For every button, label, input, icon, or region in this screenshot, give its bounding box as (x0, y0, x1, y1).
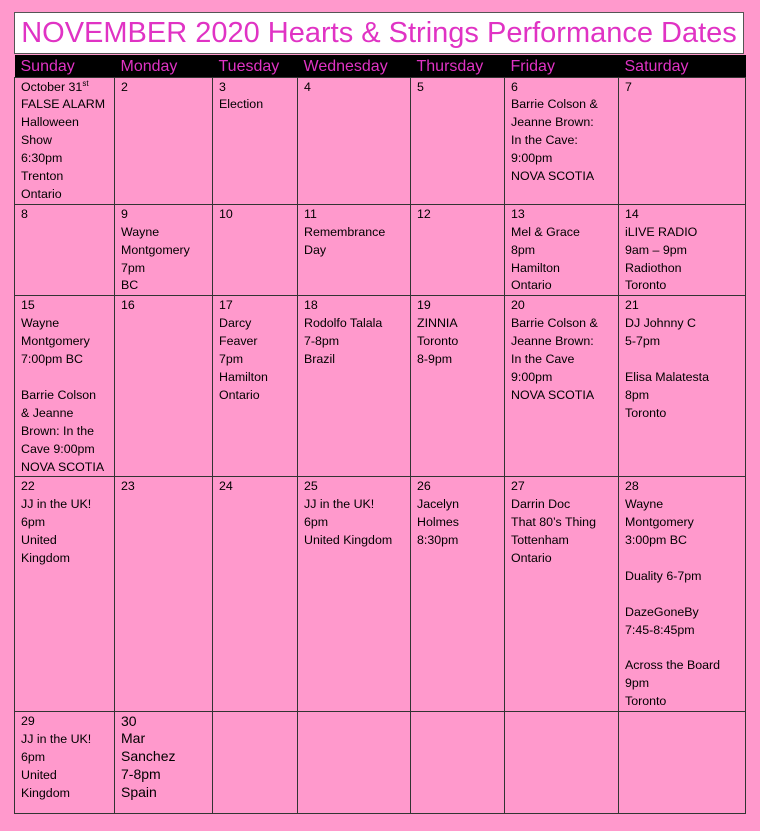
event-line: Hamilton (219, 370, 268, 384)
day-cell (619, 477, 746, 712)
event-line: Radiothon (625, 260, 682, 275)
week-row (15, 204, 746, 296)
event-line: BC (121, 278, 139, 293)
day-number: 6 (511, 79, 518, 94)
event-line: Darrin Doc (511, 497, 571, 512)
event-line: United Kingdom (304, 533, 393, 548)
day-number: 18 (304, 298, 318, 313)
page-title: NOVEMBER 2020 Hearts & Strings Performance Dates (14, 12, 744, 54)
event-line: Cave 9:00pm (21, 441, 95, 456)
day-cell (619, 204, 746, 296)
weekday-thursday: Thursday (411, 55, 505, 77)
day-number: 27 (511, 479, 525, 494)
event-line: Election (219, 97, 264, 112)
event-line: & Jeanne (21, 405, 74, 420)
day-cell (115, 204, 213, 296)
day-cell (505, 477, 619, 712)
week-row (15, 77, 746, 204)
day-cell (115, 77, 213, 204)
day-number: 2 (121, 79, 128, 94)
week-row (15, 712, 746, 814)
day-number: 5 (417, 79, 424, 94)
event-line: Wayne (121, 224, 160, 239)
calendar-grid (14, 55, 746, 814)
event-line: 8pm (511, 242, 536, 257)
event-line: NOVA SCOTIA (21, 459, 105, 474)
event-line (625, 586, 745, 604)
event-line: In the Cave: (511, 133, 578, 148)
event-line: ZINNIA (417, 316, 458, 331)
event-line: Barrie Colson (21, 387, 97, 402)
event-line: Remembrance (304, 224, 386, 239)
day-number: 15 (21, 298, 35, 313)
day-cell (505, 712, 619, 814)
event-line: Across the Board (625, 658, 721, 673)
event-line: 8pm (625, 387, 650, 402)
week-row (15, 477, 746, 712)
day-cell (505, 204, 619, 296)
event-line: 7pm (121, 260, 146, 275)
weekday-monday: Monday (115, 55, 213, 77)
day-cell (298, 204, 411, 296)
day-cell (213, 296, 298, 477)
day-cell (411, 296, 505, 477)
day-cell (115, 296, 213, 477)
event-line: Trenton (21, 169, 64, 184)
day-number: 10 (219, 206, 233, 221)
event-line: 9pm (625, 676, 650, 691)
event-line: Barrie Colson & (511, 97, 598, 112)
event-line: 6pm (21, 749, 46, 764)
event-line: 7-8pm (121, 765, 161, 782)
event-line: Tottenham (511, 533, 569, 548)
day-cell (15, 296, 115, 477)
event-line: United (21, 533, 57, 548)
event-line: Rodolfo Talala (304, 316, 383, 331)
event-line: 7pm (219, 352, 244, 367)
day-number: 23 (121, 479, 135, 494)
day-cell (298, 77, 411, 204)
day-number: 30 (121, 713, 137, 730)
day-cell (505, 296, 619, 477)
event-line: 6pm (21, 515, 46, 530)
day-cell (213, 477, 298, 712)
event-line: Show (21, 133, 52, 148)
day-cell (213, 712, 298, 814)
event-line: NOVA SCOTIA (511, 387, 595, 402)
day-cell (15, 77, 115, 204)
event-line: 7:45-8:45pm (625, 622, 695, 637)
day-number: 24 (219, 479, 233, 494)
day-cell (115, 477, 213, 712)
event-line: Wayne (21, 316, 60, 331)
event-line: Mar (121, 730, 146, 747)
event-line: NOVA SCOTIA (511, 169, 595, 184)
day-number: 8 (21, 206, 28, 221)
day-cell (213, 77, 298, 204)
day-cell (298, 477, 411, 712)
event-line (625, 351, 745, 369)
event-line: 7-8pm (304, 334, 340, 349)
event-line: iLIVE RADIO (625, 224, 698, 239)
weekday-wednesday: Wednesday (298, 55, 411, 77)
day-cell (619, 77, 746, 204)
event-line: Kingdom (21, 785, 70, 800)
day-cell (619, 296, 746, 477)
event-line: JJ in the UK! (304, 497, 375, 512)
event-line: Ontario (219, 387, 260, 402)
day-cell (411, 204, 505, 296)
event-line: Feaver (219, 334, 258, 349)
event-line: Toronto (417, 334, 459, 349)
event-line: Mel & Grace (511, 224, 580, 239)
day-number-suffix: st (82, 78, 89, 88)
event-line: FALSE ALARM (21, 97, 106, 112)
day-cell (15, 477, 115, 712)
day-number: 26 (417, 479, 431, 494)
event-line: 8-9pm (417, 352, 453, 367)
event-line: 7:00pm BC (21, 352, 83, 367)
day-cell (298, 296, 411, 477)
event-line: Sanchez (121, 748, 176, 765)
event-line: JJ in the UK! (21, 497, 92, 512)
event-line: Toronto (625, 405, 667, 420)
event-line: Brown: In the (21, 423, 95, 438)
event-line: Halloween (21, 115, 79, 130)
event-line: 9:00pm (511, 370, 553, 384)
day-number: 3 (219, 79, 226, 94)
day-number: 17 (219, 298, 233, 313)
day-cell (298, 712, 411, 814)
event-line (21, 369, 114, 387)
event-line: 6pm (304, 515, 329, 530)
event-line: Ontario (511, 278, 552, 293)
event-line: 9am – 9pm (625, 242, 687, 257)
day-cell (15, 712, 115, 814)
event-line: Montgomery (121, 242, 190, 257)
event-line (625, 550, 745, 568)
event-line (625, 640, 745, 658)
event-line: 5-7pm (625, 334, 661, 349)
event-line: Day (304, 242, 327, 257)
weekday-header-row (15, 55, 746, 77)
event-line: 6:30pm (21, 151, 63, 166)
day-cell (411, 712, 505, 814)
day-cell (213, 204, 298, 296)
event-line: Darcy (219, 316, 252, 331)
event-line: Jacelyn (417, 497, 460, 512)
event-line: Montgomery (21, 334, 90, 349)
day-number: 19 (417, 298, 431, 313)
event-line: JJ in the UK! (21, 732, 92, 747)
day-number: 13 (511, 206, 525, 221)
day-cell (15, 204, 115, 296)
day-number: 11 (304, 206, 317, 221)
event-line: Ontario (511, 551, 552, 566)
event-line: 8:30pm (417, 533, 459, 548)
day-number: 9 (121, 206, 128, 221)
event-line: Toronto (625, 278, 667, 293)
day-cell (505, 77, 619, 204)
event-line: 3:00pm BC (625, 533, 687, 548)
day-cell (619, 712, 746, 814)
event-line: Wayne (625, 497, 664, 512)
event-line: Jeanne Brown: (511, 115, 594, 130)
day-number: 21 (625, 298, 639, 313)
event-line: Toronto (625, 694, 667, 709)
event-line: Brazil (304, 352, 335, 367)
event-line: DJ Johnny C (625, 316, 696, 331)
event-line: Ontario (21, 186, 62, 201)
event-line: That 80’s Thing (511, 515, 596, 530)
event-line: Elisa Malatesta (625, 369, 710, 384)
day-cell (411, 477, 505, 712)
event-line: Barrie Colson & (511, 316, 598, 331)
day-number: 4 (304, 79, 311, 94)
weekday-saturday: Saturday (619, 55, 746, 77)
day-number: 16 (121, 298, 135, 313)
day-number: 22 (21, 479, 35, 494)
event-line: Kingdom (21, 551, 70, 566)
event-line: Holmes (417, 515, 459, 530)
event-line: Montgomery (625, 515, 694, 530)
day-number: 14 (625, 206, 639, 221)
event-line: DazeGoneBy (625, 604, 699, 619)
day-cell (411, 77, 505, 204)
event-line: In the Cave (511, 352, 575, 367)
event-line: 9:00pm (511, 151, 553, 166)
day-number: 25 (304, 479, 318, 494)
weekday-friday: Friday (505, 55, 619, 77)
week-row (15, 296, 746, 477)
event-line: Hamilton (511, 260, 560, 275)
event-line: United (21, 767, 57, 782)
day-number: October 31st (21, 78, 89, 94)
weekday-tuesday: Tuesday (213, 55, 298, 77)
event-line: Duality 6-7pm (625, 568, 702, 583)
weekday-sunday: Sunday (15, 55, 115, 77)
day-number: 12 (417, 206, 431, 221)
day-number: 7 (625, 79, 632, 94)
day-number: 20 (511, 298, 525, 313)
day-number: 28 (625, 479, 639, 494)
day-number: 29 (21, 714, 35, 729)
event-line: Spain (121, 783, 157, 800)
day-cell (115, 712, 213, 814)
event-line: Jeanne Brown: (511, 334, 594, 349)
